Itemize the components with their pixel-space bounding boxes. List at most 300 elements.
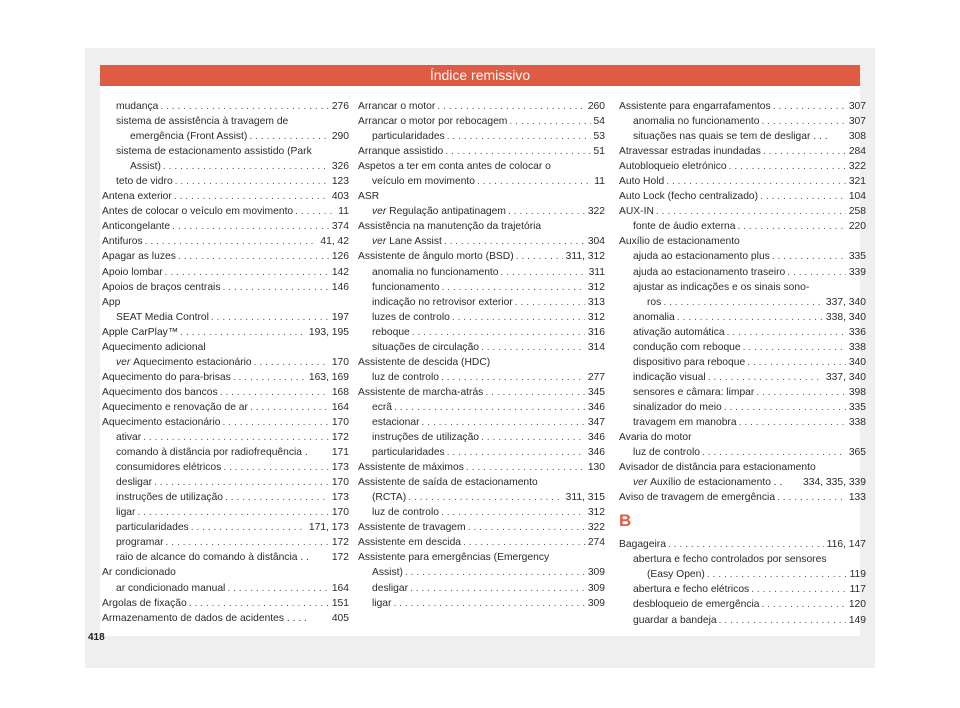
index-term-text: Apple CarPlay™ xyxy=(102,326,179,338)
index-term-text: Aquecimento estacionário xyxy=(102,416,221,428)
index-entry xyxy=(102,385,349,400)
index-term xyxy=(102,234,143,249)
page-reference: 197 xyxy=(331,311,349,323)
index-entry xyxy=(102,535,349,550)
page-reference: 334, 335, 339 xyxy=(803,477,866,489)
page-reference: 173 xyxy=(331,492,349,504)
index-entry xyxy=(619,325,866,340)
index-term xyxy=(372,596,391,611)
index-entry xyxy=(102,415,349,430)
index-term-text: Ar condicionado xyxy=(102,567,176,579)
index-term-text: Avaria do motor xyxy=(619,432,692,444)
index-term-text: reboque xyxy=(372,326,410,338)
page-reference: 116, 147 xyxy=(826,539,866,551)
index-term-text: travagem em manobra xyxy=(633,416,737,428)
index-entry xyxy=(358,265,605,280)
index-entry xyxy=(358,355,605,370)
index-term xyxy=(102,340,206,355)
page-reference: 338 xyxy=(848,416,866,428)
index-term-text: (RCTA) xyxy=(372,492,407,504)
dot-leader xyxy=(394,400,585,415)
index-entry xyxy=(358,445,605,460)
index-term xyxy=(102,415,221,430)
index-entry xyxy=(619,189,866,204)
dot-leader xyxy=(739,415,846,430)
page-reference: 53 xyxy=(593,131,605,143)
index-term-text: Assistência na manutenção da trajetória xyxy=(358,221,542,233)
index-column-1 xyxy=(102,99,349,626)
dot-leader xyxy=(233,370,306,385)
index-entry xyxy=(102,581,349,596)
index-term xyxy=(102,265,163,280)
index-entry xyxy=(358,144,605,159)
index-term xyxy=(633,582,749,597)
index-term-text: raio de alcance do comando à distância . . xyxy=(116,552,309,564)
index-entry xyxy=(619,582,866,597)
index-term-text: App xyxy=(102,296,121,308)
page-reference: 290 xyxy=(331,131,349,143)
index-entry xyxy=(358,189,605,204)
dot-leader xyxy=(250,400,329,415)
page-reference: 326 xyxy=(331,161,349,173)
index-term-text: dispositivo para reboque xyxy=(633,356,746,368)
page-reference: 403 xyxy=(331,191,349,203)
dot-leader xyxy=(172,219,329,234)
page-reference: 337, 340 xyxy=(825,371,866,383)
dot-leader xyxy=(175,174,329,189)
index-entry xyxy=(102,475,349,490)
index-term-text: ligar xyxy=(372,597,392,609)
index-entry xyxy=(102,99,349,114)
see-reference: ver xyxy=(633,477,651,489)
index-term xyxy=(358,460,464,475)
index-entry xyxy=(358,415,605,430)
page-reference: 311, 315 xyxy=(565,492,605,504)
index-term xyxy=(358,159,551,174)
index-term-text: abertura e fecho elétricos xyxy=(633,584,750,596)
page-reference: 322 xyxy=(848,161,866,173)
page-reference: 172 xyxy=(331,537,349,549)
dot-leader xyxy=(515,295,585,310)
index-term-text: Assistente de ângulo morto (BSD) xyxy=(358,251,514,263)
index-term xyxy=(102,370,231,385)
index-term-text: Aquecimento e renovação de ar xyxy=(102,401,248,413)
index-term-text: Aspetos a ter em conta antes de colocar o xyxy=(358,161,551,173)
index-entry xyxy=(358,535,605,550)
index-entry xyxy=(102,189,349,204)
index-entry xyxy=(619,597,866,612)
index-term-text: condução com reboque xyxy=(633,341,741,353)
index-term xyxy=(116,430,141,445)
page-reference: 220 xyxy=(848,221,866,233)
index-entry xyxy=(358,204,605,219)
index-entry xyxy=(619,445,866,460)
index-term xyxy=(102,400,248,415)
index-term xyxy=(372,415,420,430)
index-entry xyxy=(102,325,349,340)
dot-leader xyxy=(189,596,329,611)
index-term-text: Aquecimento adicional xyxy=(102,341,206,353)
page-reference: 312 xyxy=(587,281,605,293)
dot-leader xyxy=(165,265,329,280)
index-entry xyxy=(358,280,605,295)
index-term xyxy=(633,415,737,430)
page-reference: 171, 173 xyxy=(308,522,349,534)
dot-leader xyxy=(180,325,306,340)
index-term-text: Regulação antipatinagem xyxy=(389,206,506,218)
see-reference: ver xyxy=(372,206,390,218)
index-term xyxy=(372,280,440,295)
page-reference: 117 xyxy=(849,584,866,596)
page-reference: 312 xyxy=(587,311,605,323)
index-entry xyxy=(619,234,866,249)
page-reference: 119 xyxy=(849,569,866,581)
dot-leader xyxy=(412,325,585,340)
page-reference: 309 xyxy=(587,567,605,579)
dot-leader xyxy=(719,613,846,628)
index-term xyxy=(372,430,479,445)
index-term xyxy=(116,490,223,505)
index-entry xyxy=(358,490,605,505)
index-term-text: Assistente para emergências (Emergency xyxy=(358,552,550,564)
index-entry xyxy=(102,280,349,295)
index-term-text: Lane Assist xyxy=(389,236,442,248)
index-term xyxy=(116,581,225,596)
index-term xyxy=(619,99,771,114)
index-term xyxy=(116,550,309,565)
index-term xyxy=(102,219,170,234)
dot-leader xyxy=(223,460,329,475)
index-term-text: Anticongelante xyxy=(102,221,171,233)
index-term-text: Auxílio de estacionamento xyxy=(619,236,740,248)
dot-leader xyxy=(773,99,846,114)
dot-leader xyxy=(477,174,591,189)
index-term xyxy=(619,460,816,475)
page-reference: 163, 169 xyxy=(308,371,349,383)
dot-leader xyxy=(656,204,846,219)
index-entry xyxy=(358,340,605,355)
dot-leader xyxy=(178,249,329,264)
dot-leader xyxy=(220,385,329,400)
dot-leader xyxy=(763,144,846,159)
dot-leader xyxy=(410,581,585,596)
index-term-text: sistema de estacionamento assistido (Park xyxy=(116,146,312,158)
index-term-text: Assist) xyxy=(130,161,161,173)
index-term xyxy=(633,129,828,144)
index-term xyxy=(102,249,176,264)
index-term xyxy=(619,204,654,219)
index-term xyxy=(102,295,120,310)
index-term xyxy=(372,445,445,460)
page-reference: 274 xyxy=(587,537,605,549)
dot-leader xyxy=(729,159,846,174)
index-term-text: Assistente de descida (HDC) xyxy=(358,356,491,368)
index-term-text: SEAT Media Control xyxy=(116,311,209,323)
index-term xyxy=(102,280,220,295)
dot-leader xyxy=(225,490,329,505)
dot-leader xyxy=(501,265,586,280)
dot-leader xyxy=(422,415,585,430)
page-reference: 164 xyxy=(331,582,349,594)
index-term xyxy=(358,144,443,159)
index-term xyxy=(647,295,661,310)
index-term-text: luz de controlo xyxy=(372,371,439,383)
page-reference: 51 xyxy=(593,146,605,158)
page-reference: 307 xyxy=(848,116,866,128)
dot-leader xyxy=(445,144,590,159)
index-term-text: ajustar as indicações e os sinais sono- xyxy=(633,281,810,293)
index-term-text: ajuda ao estacionamento plus xyxy=(633,251,770,263)
index-entry xyxy=(619,415,866,430)
index-term-text: sinalizador do meio xyxy=(633,401,722,413)
page-reference: 126 xyxy=(331,251,349,263)
index-term xyxy=(358,99,435,114)
index-term-text: Assistente de saída de estacionamento xyxy=(358,477,538,489)
dot-leader xyxy=(509,114,590,129)
index-term xyxy=(633,370,706,385)
index-entry xyxy=(358,475,605,490)
index-term xyxy=(116,310,209,325)
index-term-text: Argolas de fixação xyxy=(102,597,187,609)
index-term xyxy=(358,219,541,234)
dot-leader xyxy=(137,505,328,520)
index-term-text: ativar xyxy=(116,432,142,444)
index-term xyxy=(372,295,513,310)
page-reference: 171 xyxy=(331,447,349,459)
dot-leader xyxy=(668,537,824,552)
page-reference: 276 xyxy=(331,101,349,112)
index-term xyxy=(619,234,740,249)
dot-leader xyxy=(405,565,585,580)
page-reference: 170 xyxy=(331,477,349,489)
index-entry xyxy=(358,596,605,611)
index-entry xyxy=(102,400,349,415)
index-term-text: Arrancar o motor xyxy=(358,101,436,112)
index-term-text: consumidores elétricos xyxy=(116,462,222,474)
dot-leader xyxy=(174,189,329,204)
page-reference: 149 xyxy=(848,614,866,626)
page-reference: 54 xyxy=(593,116,605,128)
index-term-text: Assistente de máximos xyxy=(358,462,464,474)
index-term-text: Antes de colocar o veículo em movimento xyxy=(102,206,294,218)
index-term-text: Aquecimento estacionário xyxy=(133,356,252,368)
page-reference: 345 xyxy=(587,386,605,398)
index-term-text: instruções de utilização xyxy=(116,492,224,504)
page-number: 418 xyxy=(88,632,105,643)
see-reference: ver xyxy=(116,356,134,368)
dot-leader xyxy=(222,280,328,295)
index-term xyxy=(130,159,161,174)
page-reference: 120 xyxy=(848,599,866,611)
index-term xyxy=(116,535,164,550)
index-term-text: desligar xyxy=(116,477,153,489)
index-term-text: Avisador de distância para estacionamento xyxy=(619,462,816,474)
index-entry xyxy=(619,129,866,144)
index-entry xyxy=(358,325,605,340)
index-term-text: Atravessar estradas inundadas xyxy=(619,146,761,158)
index-entry xyxy=(619,400,866,415)
index-entry xyxy=(102,265,349,280)
index-term-text: Aquecimento dos bancos xyxy=(102,386,218,398)
dot-leader xyxy=(481,340,585,355)
index-term xyxy=(116,520,189,535)
index-term-text: indicação no retrovisor exterior xyxy=(372,296,513,308)
index-term-text: Auto Hold xyxy=(619,176,665,188)
page-title: Índice remissivo xyxy=(100,65,860,86)
index-entry xyxy=(102,505,349,520)
index-term xyxy=(102,385,218,400)
page-reference: 311, 312 xyxy=(565,251,605,263)
page-reference: 340 xyxy=(848,356,866,368)
dot-leader xyxy=(762,114,846,129)
index-term-text: desbloqueio de emergência xyxy=(633,599,760,611)
index-entry xyxy=(619,265,866,280)
index-entry xyxy=(619,552,866,567)
page-reference: 130 xyxy=(587,462,605,474)
index-entry xyxy=(102,159,349,174)
page-reference: 173 xyxy=(331,462,349,474)
index-entry xyxy=(619,475,866,490)
page-reference: 346 xyxy=(587,432,605,444)
index-entry xyxy=(102,249,349,264)
index-entry xyxy=(102,520,349,535)
index-entry xyxy=(619,204,866,219)
index-term-text: programar xyxy=(116,537,164,549)
index-entry xyxy=(619,567,866,582)
index-term xyxy=(372,265,499,280)
dot-leader xyxy=(447,445,585,460)
index-term-text: Bagageira xyxy=(619,539,666,551)
index-term-text: indicação visual xyxy=(633,371,706,383)
index-entry xyxy=(358,565,605,580)
index-entry xyxy=(358,400,605,415)
index-entry xyxy=(102,310,349,325)
index-entry xyxy=(102,114,349,129)
index-term-text: sistema de assistência à travagem de xyxy=(116,116,289,128)
index-term-text: teto de vidro xyxy=(116,176,173,188)
index-term xyxy=(372,400,392,415)
index-term xyxy=(102,565,176,580)
page-reference: 133 xyxy=(848,492,866,504)
page-reference: 146 xyxy=(331,281,349,293)
index-term xyxy=(619,174,664,189)
index-term xyxy=(130,129,247,144)
index-term xyxy=(372,204,506,219)
index-term xyxy=(358,550,549,565)
index-entry xyxy=(619,340,866,355)
index-term-text: estacionar xyxy=(372,416,420,428)
index-term xyxy=(372,325,410,340)
index-term-text: ativação automática xyxy=(633,326,725,338)
dot-leader xyxy=(727,325,846,340)
index-term xyxy=(116,174,173,189)
dot-leader xyxy=(747,355,846,370)
dot-leader xyxy=(756,385,845,400)
page-reference: 316 xyxy=(587,326,605,338)
index-term xyxy=(633,475,782,490)
index-term-text: luz de controlo xyxy=(633,447,700,459)
see-reference: ver xyxy=(372,236,390,248)
page-reference: 170 xyxy=(331,416,349,428)
index-term xyxy=(116,460,221,475)
index-term xyxy=(372,490,406,505)
page-reference: 322 xyxy=(587,522,605,534)
page-reference: 398 xyxy=(848,386,866,398)
index-entry xyxy=(358,234,605,249)
index-term-text: particularidades xyxy=(116,522,189,534)
index-term xyxy=(372,310,450,325)
dot-leader xyxy=(441,370,585,385)
index-term-text: funcionamento xyxy=(372,281,440,293)
index-term xyxy=(116,505,135,520)
page-reference: 164 xyxy=(331,401,349,413)
index-term-text: Antena exterior xyxy=(102,191,172,203)
index-term xyxy=(633,613,717,628)
index-term xyxy=(358,535,461,550)
dot-leader xyxy=(442,280,585,295)
index-term xyxy=(358,475,538,490)
dot-leader xyxy=(743,340,846,355)
dot-leader xyxy=(408,490,563,505)
index-term xyxy=(633,445,700,460)
dot-leader xyxy=(223,415,329,430)
index-term-text: luz de controlo xyxy=(372,507,439,519)
index-term xyxy=(372,129,445,144)
index-term-text: ecrã xyxy=(372,401,393,413)
index-term-text: sensores e câmara: limpar xyxy=(633,386,755,398)
dot-leader xyxy=(444,234,585,249)
index-term-text: guardar a bandeja xyxy=(633,614,717,626)
page-reference: 260 xyxy=(587,101,605,112)
page-reference: 338, 340 xyxy=(825,311,866,323)
dot-leader xyxy=(751,582,846,597)
index-term-text: Antifuros xyxy=(102,236,143,248)
index-term xyxy=(372,370,439,385)
index-term xyxy=(372,581,408,596)
index-entry xyxy=(619,355,866,370)
dot-leader xyxy=(452,310,585,325)
index-entry xyxy=(102,204,349,219)
index-term-text: luzes de controlo xyxy=(372,311,450,323)
index-term xyxy=(116,144,312,159)
index-entry xyxy=(358,295,605,310)
index-column-3 xyxy=(619,99,866,628)
page-reference: 346 xyxy=(587,447,605,459)
dot-leader xyxy=(677,310,823,325)
index-term-text: instruções de utilização xyxy=(372,432,480,444)
index-term xyxy=(358,114,507,129)
dot-leader xyxy=(145,234,318,249)
page-reference: 41, 42 xyxy=(320,236,349,248)
index-entry xyxy=(619,613,866,628)
page-reference: 284 xyxy=(848,146,866,158)
index-entry xyxy=(358,159,605,174)
index-term-text: (Easy Open) xyxy=(647,569,705,581)
index-entry xyxy=(358,460,605,475)
index-term xyxy=(633,325,725,340)
index-entry xyxy=(102,144,349,159)
index-entry xyxy=(358,385,605,400)
dot-leader xyxy=(485,385,584,400)
index-term xyxy=(647,567,705,582)
index-term xyxy=(102,611,307,626)
index-entry xyxy=(102,550,349,565)
index-entry xyxy=(358,505,605,520)
index-term xyxy=(102,189,172,204)
dot-leader xyxy=(211,310,329,325)
page-reference: 322 xyxy=(587,206,605,218)
dot-leader xyxy=(760,189,846,204)
